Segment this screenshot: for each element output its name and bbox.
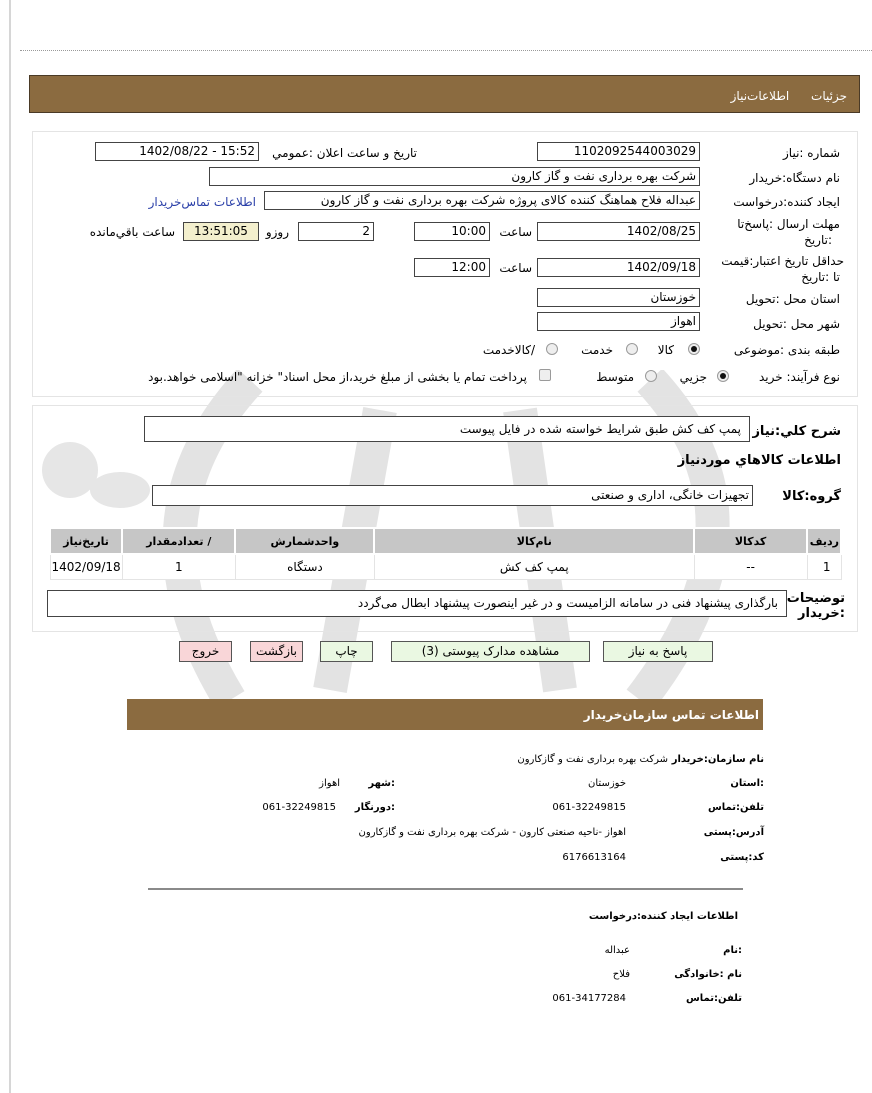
col-name: نام‌کالا	[374, 528, 694, 554]
validity-date-field[interactable]: 1402/09/18	[537, 258, 700, 277]
buyer-notes-label: توضیحات	[786, 591, 845, 606]
deadline-label: مهلت ارسال :پاسخ‌تا	[737, 217, 840, 231]
goods-table	[49, 527, 842, 580]
table-row	[50, 554, 841, 580]
time-remaining-label: ساعت باقي‌مانده	[89, 225, 175, 239]
process-radio-medium[interactable]	[645, 370, 657, 382]
creator-name-label: :نام	[723, 945, 742, 956]
contact-city-value: اهواز	[319, 778, 340, 789]
contact-address-label: آدرس:پستی	[703, 827, 764, 838]
category-radio-goods[interactable]	[688, 343, 700, 355]
deadline-date-field[interactable]: 1402/08/25	[537, 222, 700, 241]
contact-city-label: :شهر	[368, 778, 395, 789]
creator-family-value: فلاح	[612, 969, 630, 980]
cell-name: پمپ کف کش	[374, 554, 694, 580]
category-label: طبقه بندی :موضوعی	[733, 343, 840, 357]
goods-group-label: گروه:کالا	[782, 489, 841, 504]
creator-phone-value: 061-34177284	[552, 993, 626, 1004]
cell-need-date: 1402/09/18	[50, 554, 122, 580]
days-label: روزو	[265, 225, 289, 239]
buyer-contact-link[interactable]: اطلاعات تماس‌خریدار	[148, 195, 256, 209]
time-remaining-field: 13:51:05	[183, 222, 259, 241]
exit-button[interactable]: خروج	[179, 641, 232, 662]
print-button[interactable]: چاپ	[320, 641, 373, 662]
contact-address-value: اهواز -ناحیه صنعتی کارون - شرکت بهره برداری نفت و گازکارون	[358, 827, 626, 838]
contact-phone-label: تلفن:تماس	[707, 802, 764, 813]
reply-to-need-button[interactable]: پاسخ به نیاز	[603, 641, 713, 662]
validity-label-2: تا :تاریخ	[801, 270, 840, 284]
contact-postal-value: 6176613164	[562, 852, 626, 863]
table-header-row	[50, 528, 841, 554]
summary-field[interactable]: پمپ کف کش طبق شرایط خواسته شده در فایل پیوست	[144, 416, 750, 442]
days-remaining-field[interactable]: 2	[298, 222, 374, 241]
buyer-contact-title: اطلاعات تماس سازمان‌خریدار	[583, 708, 759, 722]
cell-row: 1	[807, 554, 841, 580]
validity-label: حداقل تاریخ اعتبار:قیمت	[721, 254, 844, 268]
contact-province-label: :استان	[730, 778, 764, 789]
deadline-label-2: :تاریخ	[804, 233, 832, 247]
contact-fax-label: :دورنگار	[354, 802, 395, 813]
category-service-label: خدمت	[581, 343, 613, 357]
page-header-bar	[29, 75, 860, 113]
province-field[interactable]: خوزستان	[537, 288, 700, 307]
buyer-org-field[interactable]: شرکت بهره برداری نفت و گاز کارون	[209, 167, 700, 186]
buyer-notes-label-2: :خریدار	[798, 606, 845, 621]
treasury-payment-checkbox[interactable]	[539, 369, 551, 381]
contact-postal-label: کد:پستی	[720, 852, 764, 863]
need-number-label: شماره :نیاز	[783, 146, 840, 160]
category-goods-service-label: /کالاخدمت	[482, 343, 535, 357]
validity-time-label: ساعت	[499, 261, 532, 275]
announce-date-label: تاریخ و ساعت اعلان :عمومي	[272, 146, 417, 160]
city-label: شهر محل :تحویل	[753, 317, 840, 331]
creator-name-value: عبداله	[604, 945, 630, 956]
announce-date-field[interactable]: 1402/08/22 - 15:52	[95, 142, 259, 161]
cell-unit: دستگاه	[235, 554, 374, 580]
category-goods-label: کالا	[657, 343, 674, 357]
section-divider	[148, 888, 743, 890]
cell-code: --	[694, 554, 807, 580]
creator-label: ایجاد کننده:درخواست	[733, 195, 840, 209]
creator-family-label: نام :خانوادگی	[674, 969, 742, 980]
category-radio-service[interactable]	[626, 343, 638, 355]
process-medium-label: متوسط	[596, 370, 634, 384]
deadline-time-label: ساعت	[499, 225, 532, 239]
contact-phone-value: 061-32249815	[552, 802, 626, 813]
view-attachments-button[interactable]: مشاهده مدارک پیوستی (3)	[391, 641, 590, 662]
col-need-date: تاریخ‌نیاز	[50, 528, 122, 554]
process-type-label: نوع فرآیند: خرید	[759, 370, 840, 384]
col-row: ردیف	[807, 528, 841, 554]
col-quantity: / تعدادمقدار	[122, 528, 235, 554]
cell-quantity: 1	[122, 554, 235, 580]
goods-section-title: اطلاعات کالاهاي موردنیاز	[677, 453, 841, 468]
process-minor-label: جزيي	[679, 370, 707, 384]
city-field[interactable]: اهواز	[537, 312, 700, 331]
creator-phone-label: تلفن:تماس	[685, 993, 742, 1004]
buyer-org-label: نام دستگاه:خریدار	[749, 171, 840, 185]
org-name-label: نام سازمان:خریدار	[671, 754, 764, 765]
category-radio-goods-service[interactable]	[546, 343, 558, 355]
summary-label: شرح کلي:نیاز	[752, 424, 841, 439]
deadline-time-field[interactable]: 10:00	[414, 222, 490, 241]
top-divider	[20, 50, 872, 51]
goods-group-field[interactable]: تجهیزات خانگی، اداری و صنعتی	[152, 485, 753, 506]
creator-info-title: اطلاعات ایجاد کننده:درخواست	[588, 911, 738, 922]
creator-field[interactable]: عبداله فلاح هماهنگ کننده کالای پروژه شرکت بهره برداری نفت و گاز کارون	[264, 191, 700, 210]
col-unit: واحدشمارش	[235, 528, 374, 554]
left-border	[9, 0, 11, 1093]
tab-need-info[interactable]: اطلاعات‌نیاز	[730, 89, 790, 103]
validity-time-field[interactable]: 12:00	[414, 258, 490, 277]
process-radio-minor[interactable]	[717, 370, 729, 382]
back-button[interactable]: بازگشت	[250, 641, 303, 662]
col-code: کدکالا	[694, 528, 807, 554]
province-label: استان محل :تحویل	[745, 292, 840, 306]
treasury-payment-label: پرداخت تمام یا بخشی از مبلغ خرید،از محل اسناد" خزانه "اسلامی خواهد.بود	[148, 370, 527, 384]
org-name-value: شرکت بهره برداری نفت و گازکارون	[517, 754, 668, 765]
buyer-notes-field[interactable]: بارگذاری پیشنهاد فنی در سامانه الزامیست و در غیر اینصورت پیشنهاد ابطال می‌گردد	[47, 590, 787, 617]
contact-fax-value: 061-32249815	[262, 802, 336, 813]
buyer-contact-header	[127, 699, 763, 730]
tab-details[interactable]: جزئیات	[811, 89, 847, 103]
need-number-field[interactable]: 1102092544003029	[537, 142, 700, 161]
contact-province-value: خوزستان	[588, 778, 626, 789]
